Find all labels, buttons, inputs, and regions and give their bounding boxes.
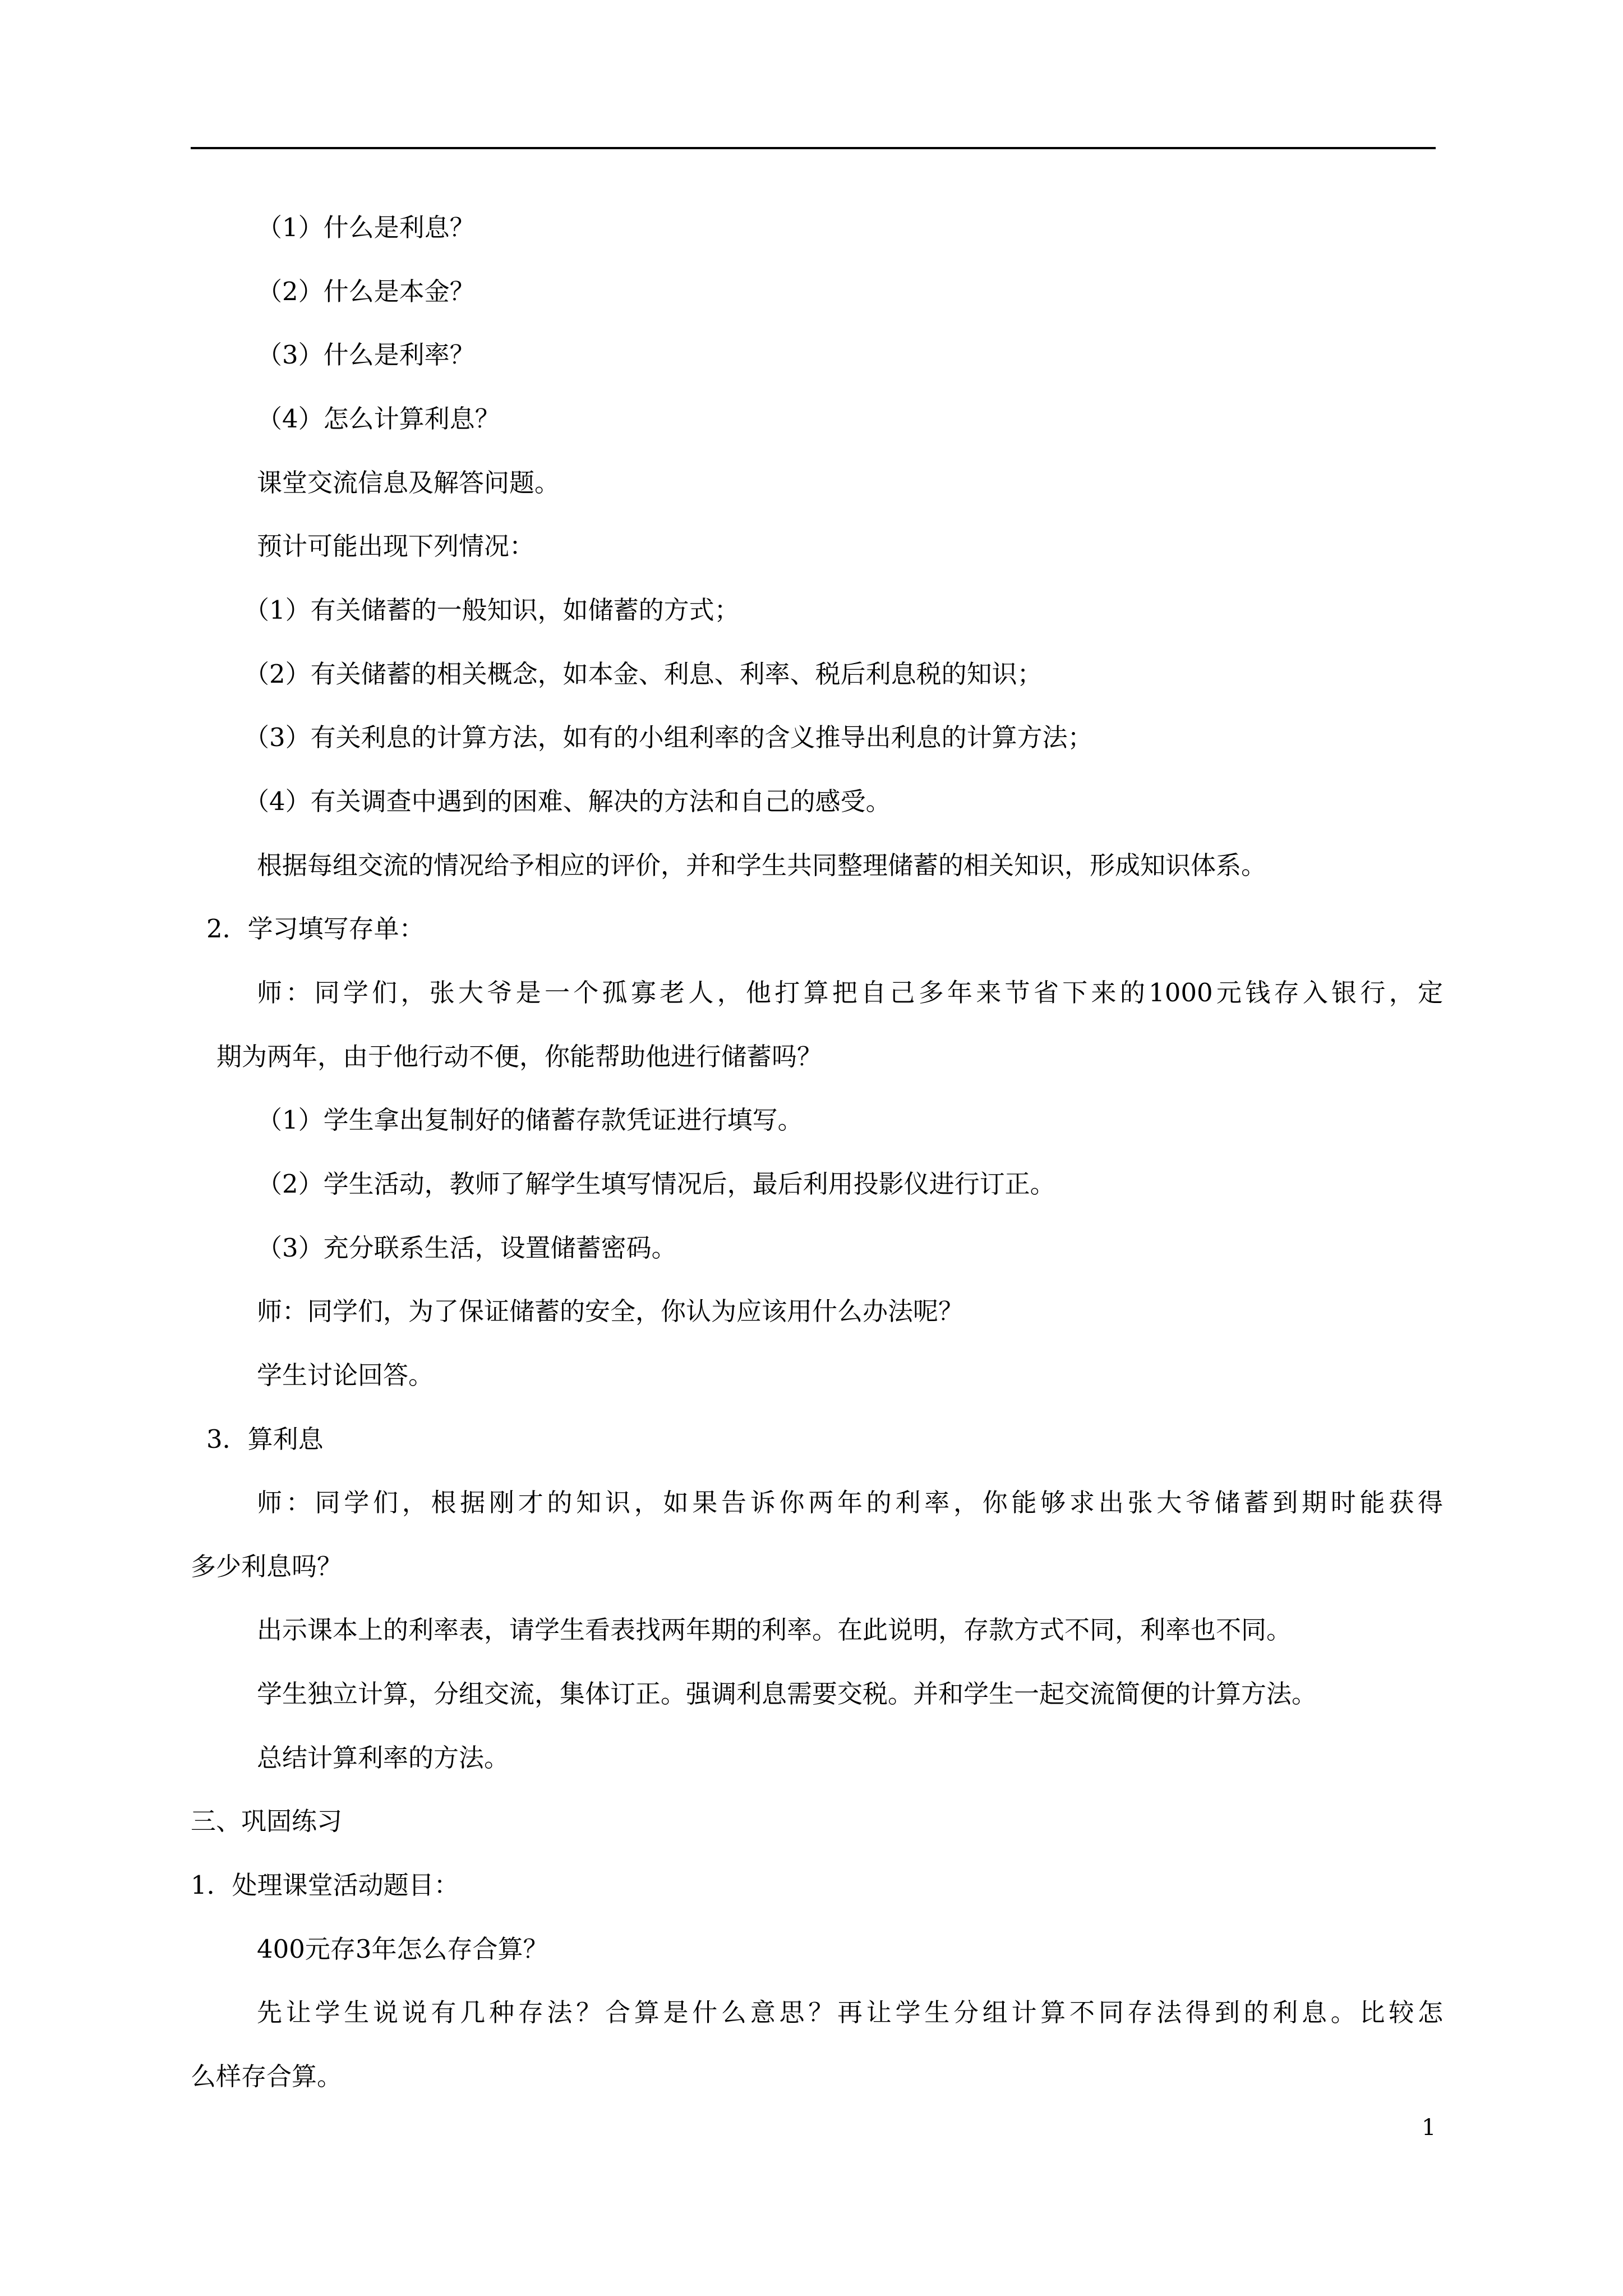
paragraph: 么样存合算。 <box>191 2062 343 2091</box>
paragraph: 根据每组交流的情况给予相应的评价，并和学生共同整理储蓄的相关知识，形成知识体系。 <box>257 850 1267 880</box>
list-item: （1）有关储蓄的一般知识，如储蓄的方式； <box>244 595 740 625</box>
paragraph: 师：同学们，根据刚才的知识，如果告诉你两年的利率，你能够求出张大爷储蓄到期时能获得 <box>257 1488 1443 1517</box>
section-heading: 三、巩固练习 <box>191 1806 343 1836</box>
paragraph: 期为两年，由于他行动不便，你能帮助他进行储蓄吗？ <box>216 1042 823 1071</box>
list-item: （3）有关利息的计算方法，如有的小组利率的含义推导出利息的计算方法； <box>244 723 1093 752</box>
paragraph: 预计可能出现下列情况： <box>257 531 535 561</box>
question-3: （3）什么是利率？ <box>257 340 475 370</box>
header-rule <box>191 147 1436 149</box>
question-1: （1）什么是利息？ <box>257 213 475 242</box>
section-heading: 2．学习填写存单： <box>206 914 425 944</box>
list-item: （3）充分联系生活，设置储蓄密码。 <box>257 1233 677 1263</box>
paragraph: 400元存3年怎么存合算？ <box>257 1934 548 1964</box>
list-item: （4）有关调查中遇到的困难、解决的方法和自己的感受。 <box>244 786 891 816</box>
question-4: （4）怎么计算利息？ <box>257 404 500 434</box>
list-item: （2）学生活动，教师了解学生填写情况后，最后利用投影仪进行订正。 <box>257 1169 1055 1199</box>
paragraph: 师：同学们，张大爷是一个孤寡老人，他打算把自己多年来节省下来的1000元钱存入银行，定 <box>257 978 1443 1007</box>
paragraph: 学生讨论回答。 <box>257 1360 434 1390</box>
paragraph: 总结计算利率的方法。 <box>257 1743 510 1773</box>
paragraph: 课堂交流信息及解答问题。 <box>257 468 560 498</box>
page-number: 1 <box>1422 2115 1436 2141</box>
list-item: （2）有关储蓄的相关概念，如本金、利息、利率、税后利息税的知识； <box>244 659 1043 689</box>
paragraph: 先让学生说说有几种存法？合算是什么意思？再让学生分组计算不同存法得到的利息。比较怎 <box>257 1998 1443 2027</box>
paragraph: 多少利息吗？ <box>191 1552 343 1581</box>
section-heading: 1．处理课堂活动题目： <box>191 1870 459 1900</box>
section-heading: 3．算利息 <box>206 1424 324 1454</box>
paragraph: 出示课本上的利率表，请学生看表找两年期的利率。在此说明，存款方式不同，利率也不同。 <box>257 1615 1292 1645</box>
question-2: （2）什么是本金？ <box>257 277 475 306</box>
paragraph: 学生独立计算，分组交流，集体订正。强调利息需要交税。并和学生一起交流简便的计算方法。 <box>257 1679 1317 1709</box>
list-item: （1）学生拿出复制好的储蓄存款凭证进行填写。 <box>257 1105 803 1135</box>
paragraph: 师：同学们，为了保证储蓄的安全，你认为应该用什么办法呢？ <box>257 1296 964 1326</box>
